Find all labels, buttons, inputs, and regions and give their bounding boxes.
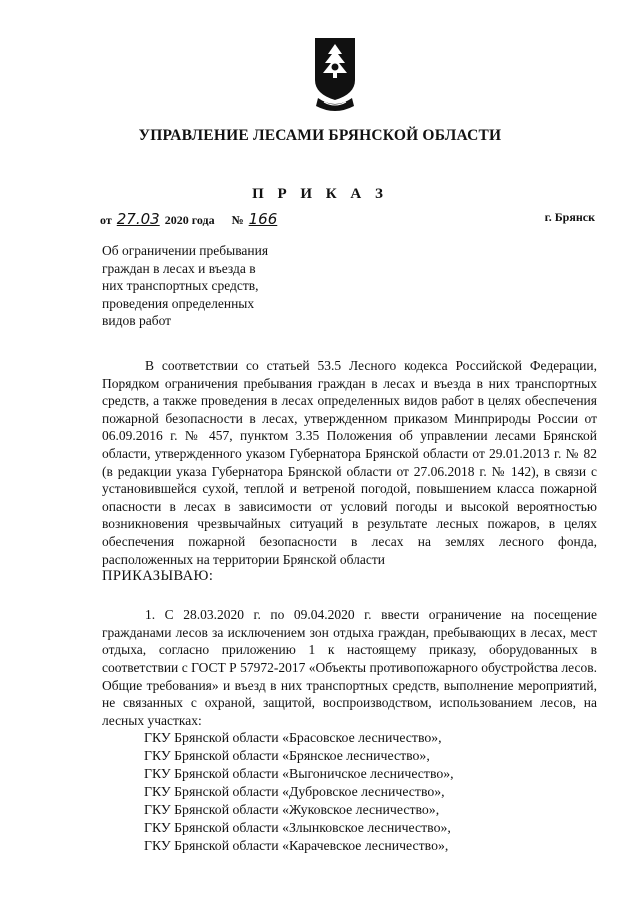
document-type-title: П Р И К А З [252, 186, 388, 202]
order-subject [102, 242, 322, 330]
list-item: ГКУ Брянской области «Брасовское лесничество», [144, 730, 442, 746]
preamble-paragraph: В соответствии со статьей 53.5 Лесного кодекса Российской Федерации, Порядком ограничения пребывания граждан в лесах и въезда в них транспортных средств, а также проведения в лесах определенных видов работ в целях обеспечения пожарной безопасности в лесах, утвержденном приказом Минприроды России от 06.09.2016 г. № 457, пунктом 3.35 Положения об управлении лесами Брянской области, утвержденного указом Губернатора Брянской области от 29.01.2013 г. № 82 (в редакции указа Губернатора Брянской области от 27.06.2018 г. № 142), в связи с установившейся сухой, теплой и ветреной погодой, повышением класса пожарной опасности в лесах в зависимости от условий погоды и высокой вероятностью возникновения чрезвычайных ситуаций в результате лесных пожаров, в целях обеспечения пожарной безопасности в лесах на землях лесного фонда, расположенных на территории Брянской области [102, 358, 597, 567]
date-suffix: 2020 года [164, 213, 215, 227]
order-date-number [100, 210, 279, 228]
list-item: ГКУ Брянской области «Жуковское лесничество», [144, 802, 440, 818]
list-item: ГКУ Брянской области «Выгоничское лесничество», [144, 766, 454, 782]
order-item-1: 1. С 28.03.2020 г. по 09.04.2020 г. ввести ограничение на посещение гражданами лесов за исключением зон отдыха граждан, пребывающих в лесах, мест отдыха, согласно приложению 1 к настоящему приказу, оборудованных в соответствии с ГОСТ Р 57972-2017 «Объекты противопожарного обустройства лесов. Общие требования» и въезд в них транспортных средств, выполнение мероприятий, не связанных с охраной, защитой, воспроизводством, использованием лесов, на лесных участках: [102, 607, 597, 728]
city-label: г. Брянск [544, 210, 595, 224]
order-body [102, 357, 597, 855]
number-label: № [231, 213, 244, 227]
handwritten-date: 27.03 [116, 210, 160, 228]
date-prefix: от [100, 213, 112, 227]
organization-title: УПРАВЛЕНИЕ ЛЕСАМИ БРЯНСКОЙ ОБЛАСТИ [138, 127, 502, 144]
order-word: ПРИКАЗЫВАЮ: [102, 568, 214, 585]
subject-line: проведения определенных [102, 295, 255, 311]
list-item: ГКУ Брянской области «Злынковское лесничество», [144, 820, 451, 836]
subject-line: граждан в лесах и въезда в [102, 260, 256, 276]
list-item: ГКУ Брянской области «Брянское лесничество», [144, 748, 430, 764]
list-item: ГКУ Брянской области «Дубровское лесничество», [144, 784, 445, 800]
list-item: ГКУ Брянской области «Карачевское лесничество», [144, 838, 449, 854]
forestry-list [102, 729, 597, 855]
coat-of-arms-icon [312, 36, 358, 116]
subject-line: них транспортных средств, [102, 278, 259, 293]
subject-line: видов работ [102, 313, 172, 328]
handwritten-number: 166 [248, 210, 278, 228]
subject-line: Об ограничении пребывания [102, 243, 269, 258]
